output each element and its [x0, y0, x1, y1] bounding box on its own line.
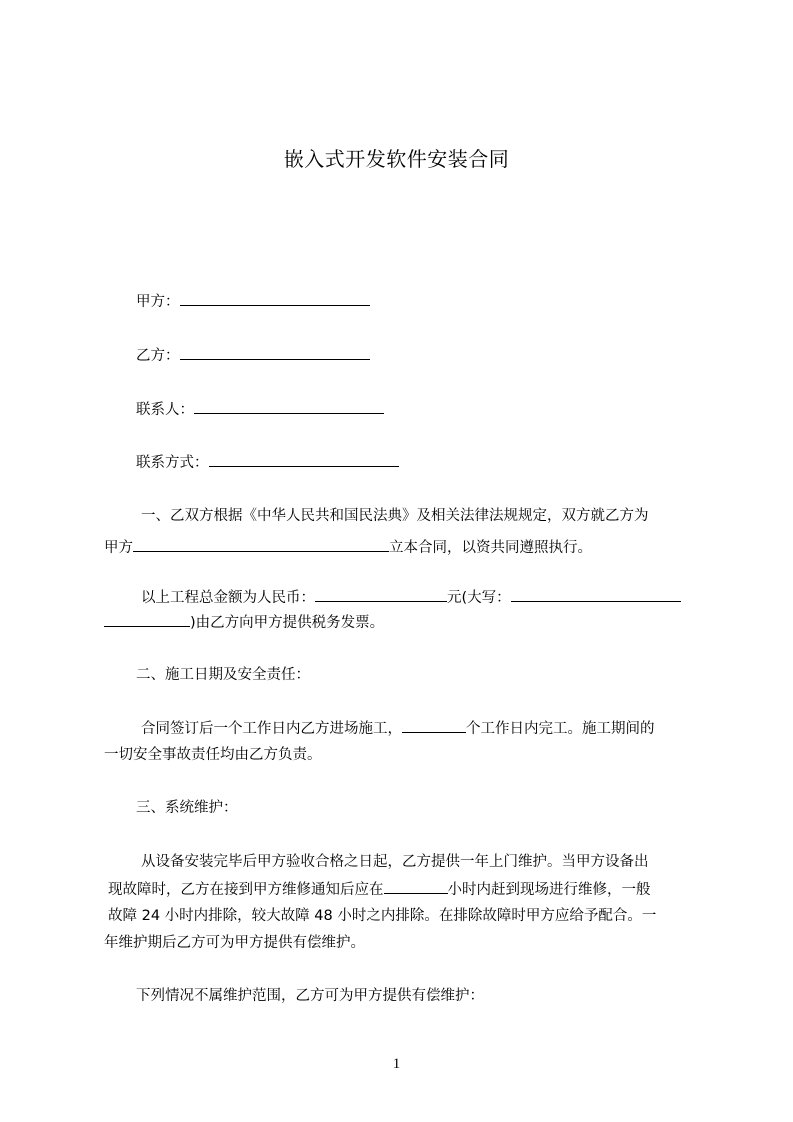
- party-b-field: [136, 345, 370, 366]
- amount-words-blank-cont[interactable]: [104, 612, 190, 627]
- section3-line4: 年维护期后乙方可为甲方提供有偿维护。: [104, 935, 365, 951]
- document-title: 嵌入式开发软件安装合同: [283, 147, 510, 171]
- exclusions-intro: 下列情况不属维护范围，乙方可为甲方提供有偿维护：: [136, 988, 484, 1004]
- clause1-line2: [104, 537, 592, 558]
- contact-method-field: [136, 452, 399, 473]
- amount-words-blank[interactable]: [511, 587, 681, 602]
- section3-line2: [108, 879, 651, 900]
- amount-suffix: )由乙方向甲方提供税务发票。: [190, 615, 385, 631]
- contact-blank[interactable]: [194, 399, 384, 414]
- party-b-label: 乙方：: [136, 348, 180, 364]
- section3-suffix: 小时内赶到现场进行维修，一般: [447, 882, 651, 898]
- amount-number-blank[interactable]: [315, 587, 447, 602]
- contact-field: [136, 399, 384, 420]
- clause1-line1: 一、乙双方根据《中华人民共和国民法典》及相关法律法规规定，双方就乙方为: [141, 508, 649, 524]
- party-a-label: 甲方：: [136, 294, 180, 310]
- clause1-suffix: 立本合同，以资共同遵照执行。: [389, 540, 592, 556]
- section2-prefix: 合同签订后一个工作日内乙方进场施工，: [141, 721, 402, 737]
- party-b-blank[interactable]: [180, 345, 370, 360]
- amount-mid: 元(大写：: [447, 590, 511, 606]
- section3-prefix: 现故障时，乙方在接到甲方维修通知后应在: [108, 882, 384, 898]
- party-a-field: [136, 291, 370, 312]
- clause1-prefix: 甲方: [104, 540, 133, 556]
- clause1-blank[interactable]: [133, 537, 389, 552]
- contact-label: 联系人：: [136, 402, 194, 418]
- section2-line1: [141, 718, 655, 739]
- section2-line2: 一切安全事故责任均由乙方负责。: [104, 747, 322, 763]
- section3-heading: 三、系统维护：: [136, 800, 238, 816]
- amount-prefix: 以上工程总金额为人民币：: [141, 590, 315, 606]
- contact-method-blank[interactable]: [209, 452, 399, 467]
- contact-method-label: 联系方式：: [136, 455, 209, 471]
- section2-heading: 二、施工日期及安全责任：: [136, 667, 310, 683]
- amount-line2: [104, 612, 384, 633]
- section3-line3: 故障 24 小时内排除，较大故障 48 小时之内排除。在排除故障时甲方应给予配合。一: [108, 908, 657, 924]
- party-a-blank[interactable]: [180, 291, 370, 306]
- amount-line1: [141, 587, 681, 608]
- completion-days-blank[interactable]: [402, 718, 466, 733]
- section2-suffix: 个工作日内完工。施工期间的: [466, 721, 655, 737]
- response-hours-blank[interactable]: [384, 879, 448, 894]
- section3-line1: 从设备安装完毕后甲方验收合格之日起，乙方提供一年上门维护。当甲方设备出: [141, 854, 649, 870]
- page-number: 1: [392, 1056, 401, 1072]
